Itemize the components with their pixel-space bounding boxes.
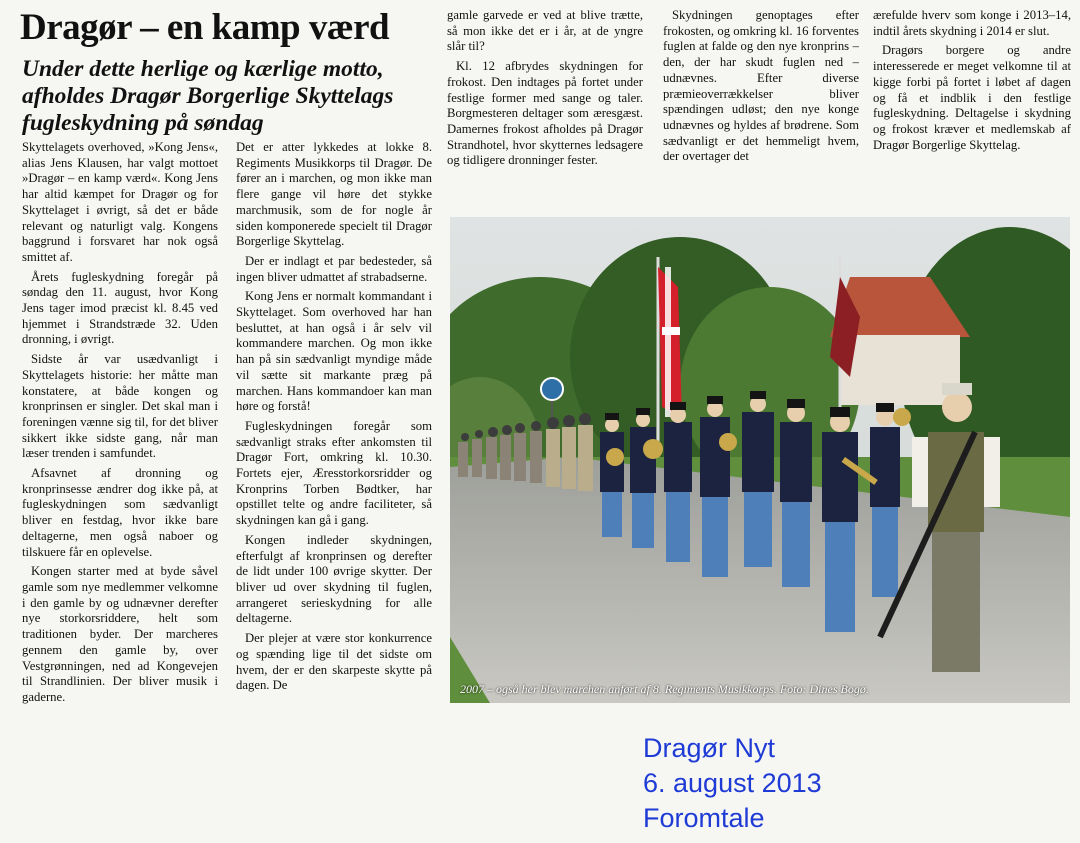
paragraph: Afsavnet af dronning og kronprinsesse ændrer dog ikke på, at fugleskydningen som sædvanligt bliver en festdag, hvor ikke bare deltagerne, men også naboer og tilskuere får en oplevelse. xyxy=(22,466,218,559)
article-column-4 xyxy=(663,8,859,169)
paragraph: Kong Jens er normalt kommandant i Skyttelaget. Som overhoved har han besluttet, at han også i år selv vil kommandere marchen. Og mon ikke han på sin sædvanligt myndige måde vil sætte sit markante præg på marchen. Hans kommandoer kan man høre og forstå! xyxy=(236,289,432,414)
paragraph: Kl. 12 afbrydes skydningen for frokost. Den indtages på fortet under festlige former med sange og taler. Borgmesteren deltager som æresgæst. Damernes frokost afholdes på Dragør Strandhotel, hvor skytternes ledsagere og tidligere dronninger fester. xyxy=(447,59,643,168)
paragraph: Dragørs borgere og andre interesserede er meget velkomne til at kigge forbi på fortet i løbet af dagen og få et indblik i den festlige fugleskydning. Deltagelse i skydning og frokost kræver et medlemskab af Dragør Borgerlige Skyttelag. xyxy=(873,43,1071,152)
paragraph: Skyttelagets overhoved, »Kong Jens«, alias Jens Klausen, har valgt mottoet »Dragør – en kamp værd«. Kong Jens har altid kæmpet for Dragør og for Skyttelaget i øvrigt, så det er både relevant og naturligt valg. Kongens baggrund i forsvaret har nok også smittet af. xyxy=(22,140,218,264)
source-type: Foromtale xyxy=(643,803,765,833)
paragraph: Det er atter lykkedes at lokke 8. Regiments Musikkorps til Dragør. De fører an i marchen, og mon ikke man flere gange vil høre det stykke marchmusik, som de for nogle år siden komponerede specielt til Dragør Borgerlige Skyttelag. xyxy=(236,140,432,249)
article-column-5 xyxy=(873,8,1071,157)
source-note xyxy=(643,731,822,836)
subheadline: Under dette herlige og kærlige motto, afholdes Dragør Borgerlige Skyttelags fugleskydning på søndag xyxy=(22,56,394,136)
paragraph: Fugleskydningen foregår som sædvanligt straks efter ankomsten til Dragør Fort, omkring kl. 10.30. Fortets ejer, Æresstorkorsridder og Kronprins Torben Bødtker, har opstillet telte og andre faciliteter, så skydningen kan gå i gang. xyxy=(236,418,432,528)
paragraph: Sidste år var usædvanligt i Skyttelagets historie: her måtte man konstatere, at både kongen og kronprinsen er singler. Det skal man i foreningen vænne sig til, for det bliver sikkert ikke sidste gang, når man læser trenden i samfundet. xyxy=(22,352,218,461)
paragraph: Der er indlagt et par bedesteder, så ingen bliver udmattet af strabadserne. xyxy=(236,253,432,284)
paragraph: Årets fugleskydning foregår på søndag den 11. august, hvor Kong Jens tager imod præcist kl. 8.45 ved hjemmet i Strandstræde 32. Uden dronning, i øvrigt. xyxy=(22,269,218,347)
paragraph: ærefulde hverv som konge i 2013–14, indtil årets skydning i 2014 er slut. xyxy=(873,8,1071,38)
paragraph: Kongen starter med at byde såvel gamle som nye medlemmer velkomne i den gamle by og udnævner derefter nye storkorsriddere, helt som traditionen byder. Der marcheres gennem den gamle by, over Vestgrønningen, ned ad Kongevejen til Strandlinien. Der bliver musik i gaderne. xyxy=(22,564,218,704)
parade-illustration xyxy=(450,217,1070,703)
article-column-1 xyxy=(22,140,218,710)
photo-caption: 2007 – også her blev marchen anført af 8. Regiments Musikkorps. Foto: Dines Bogø. xyxy=(460,682,869,696)
parade-photo xyxy=(450,217,1070,703)
source-publication: Dragør Nyt xyxy=(643,733,776,763)
paragraph: gamle garvede er ved at blive trætte, så mon ikke det er i år, at de yngre slår til? xyxy=(447,8,643,54)
article-column-2 xyxy=(236,140,432,698)
source-date: 6. august 2013 xyxy=(643,768,822,798)
article-column-3 xyxy=(447,8,643,173)
paragraph: Der plejer at være stor konkurrence og spænding lige til det sidste om hvem, der er den skarpeste skytte på dagen. De xyxy=(236,631,432,693)
headline: Dragør – en kamp værd xyxy=(20,7,390,48)
paragraph: Skydningen genoptages efter frokosten, og omkring kl. 16 forventes fuglen at falde og den nye kronprins – den, der har skudt fuglen ned – udnævnes. Efter diverse præmieoverrækkelser bliver spændingen udløst; den nye konge udnævnes og hyldes af brødrene. Som sædvanligt er det hemmeligt hvem, der overtager det xyxy=(663,8,859,164)
paragraph: Kongen indleder skydningen, efterfulgt af kronprinsen og derefter de lidt under 100 øvrige skytter. Der bliver ud over skydning til fuglen, arrangeret serieskydning for alle deltagerne. xyxy=(236,532,432,626)
